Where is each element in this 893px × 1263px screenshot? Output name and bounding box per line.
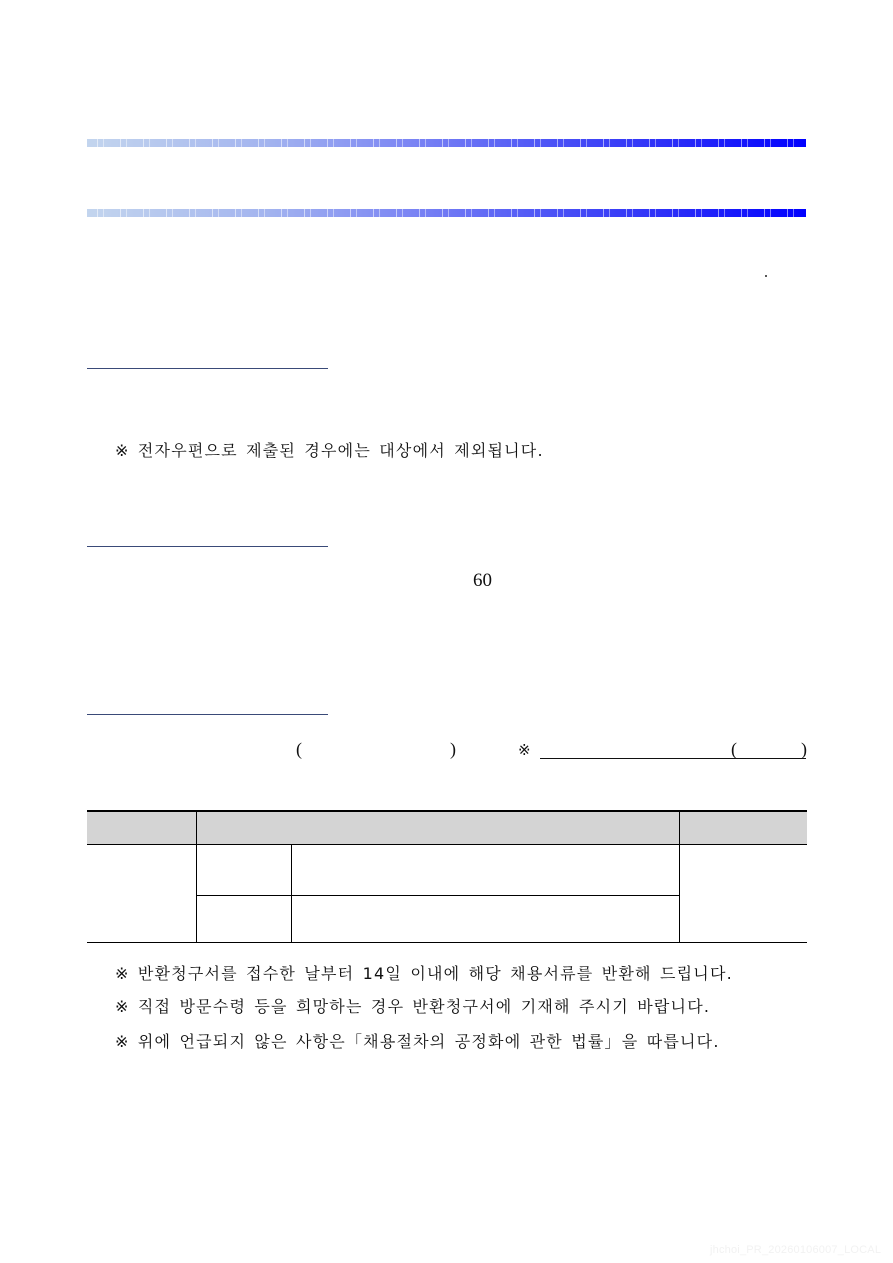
footnote-2: ※ 직접 방문수령 등을 희망하는 경우 반환청구서에 기재해 주시기 바랍니다. — [115, 997, 711, 1016]
table-header-col-2 — [197, 812, 679, 844]
table-header-row — [87, 812, 807, 844]
return-request-table — [87, 810, 807, 943]
fill-in-blank-line[interactable] — [540, 758, 806, 759]
footnote-3: ※ 위에 언급되지 않은 사항은「채용절차의 공정화에 관한 법률」을 따릅니다. — [115, 1032, 720, 1051]
table-cell-category — [87, 845, 196, 942]
watermark: jhchoi_PR_20260106007_LOCAL — [710, 1244, 882, 1256]
banner-bar-bottom — [87, 209, 806, 217]
paren-close-1: ) — [450, 739, 456, 759]
reference-mark: ※ — [518, 741, 531, 759]
table-cell-content-1[interactable] — [292, 845, 679, 895]
table-header-col-1 — [87, 812, 196, 844]
table-bottom-rule — [87, 942, 807, 943]
table-cell-remarks — [680, 845, 807, 942]
section-3-heading-underline — [87, 714, 328, 715]
section-2-number: 60 — [473, 570, 492, 591]
table-cell-sub-label-1 — [197, 845, 291, 895]
section-1-heading-underline — [87, 368, 328, 369]
banner-bar-top — [87, 139, 806, 147]
table-cell-sub-label-2 — [197, 896, 291, 942]
footnote-1: ※ 반환청구서를 접수한 날부터 14일 이내에 해당 채용서류를 반환해 드립니다. — [115, 964, 733, 983]
section-1-note: ※ 전자우편으로 제출된 경우에는 대상에서 제외됩니다. — [115, 441, 544, 460]
section-2-heading-underline — [87, 546, 328, 547]
banner-stripes — [87, 209, 806, 217]
paren-open-1: ( — [296, 739, 302, 759]
paren-open-2: ( — [731, 739, 737, 759]
table-cell-content-2[interactable] — [292, 896, 679, 942]
intro-trailing-mark — [765, 275, 767, 277]
paren-close-2: ) — [801, 739, 807, 759]
banner-stripes — [87, 139, 806, 147]
table-header-col-3 — [680, 812, 807, 844]
